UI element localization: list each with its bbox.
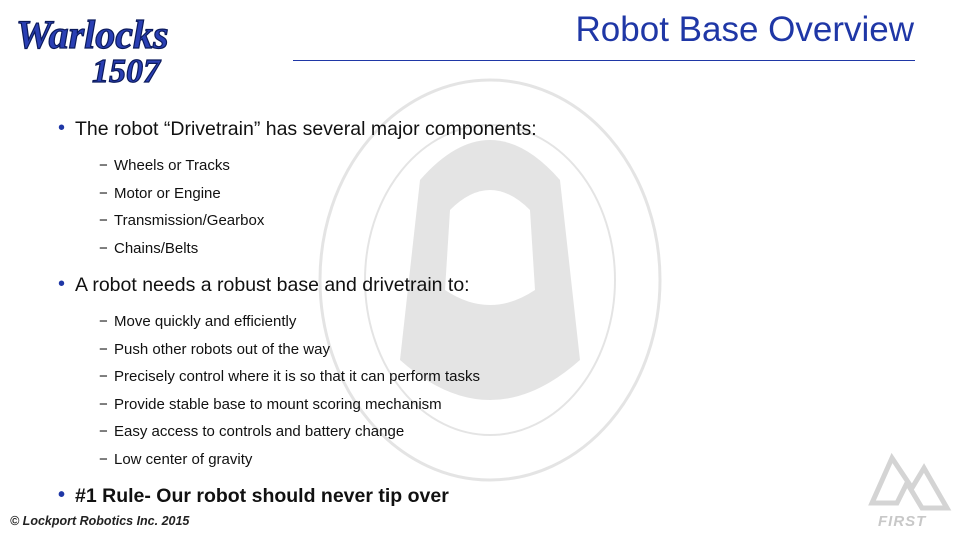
sub-text: Motor or Engine <box>114 184 221 202</box>
bullet-dot-icon: • <box>58 273 66 295</box>
sub-text: Wheels or Tracks <box>114 157 230 174</box>
bullet-list <box>58 116 678 509</box>
sub-text: Low center of gravity <box>114 450 253 468</box>
bullet-text: The robot “Drivetrain” has several major components: <box>75 118 537 140</box>
warlocks-logo <box>14 6 214 86</box>
copyright-footer: © Lockport Robotics Inc. 2015 <box>10 514 190 528</box>
sub-item: − Transmission/Gearbox <box>99 212 265 229</box>
sub-text: Move quickly and efficiently <box>114 313 297 330</box>
sub-item: − Low center of gravity <box>99 450 253 468</box>
sub-item: − Move quickly and efficiently <box>99 313 297 330</box>
sub-item: − Motor or Engine <box>99 184 221 202</box>
sub-list <box>99 152 678 262</box>
bullet-item <box>58 116 678 142</box>
sub-text: Provide stable base to mount scoring mechanism <box>114 395 442 413</box>
sub-item: − Provide stable base to mount scoring mechanism <box>99 395 442 413</box>
bullet-item-rule <box>58 483 678 509</box>
sub-list <box>99 308 678 473</box>
slide-title: Robot Base Overview <box>575 10 914 49</box>
bullet-item <box>58 272 678 298</box>
bullet-text: #1 Rule- Our robot should never tip over <box>75 485 449 507</box>
sub-text: Chains/Belts <box>114 239 199 257</box>
sub-item: − Wheels or Tracks <box>99 157 230 174</box>
logo-line1: Warlocks <box>16 12 169 57</box>
sub-item: − Push other robots out of the way <box>99 340 330 358</box>
first-logo-text: FIRST <box>878 513 927 530</box>
bullet-dot-icon: • <box>58 484 66 506</box>
sub-text: Easy access to controls and battery change <box>114 423 405 440</box>
sub-text: Push other robots out of the way <box>114 340 330 358</box>
title-divider <box>293 60 915 61</box>
bullet-text: A robot needs a robust base and drivetrain to: <box>75 274 470 296</box>
sub-item: − Precisely control where it is so that it can perform tasks <box>99 368 480 385</box>
bullet-dot-icon: • <box>58 117 66 139</box>
sub-text: Transmission/Gearbox <box>114 212 265 229</box>
logo-line2: 1507 <box>92 53 160 86</box>
sub-item: − Chains/Belts <box>99 239 199 257</box>
sub-item: − Easy access to controls and battery change <box>99 423 405 440</box>
sub-text: Precisely control where it is so that it can perform tasks <box>114 368 480 385</box>
